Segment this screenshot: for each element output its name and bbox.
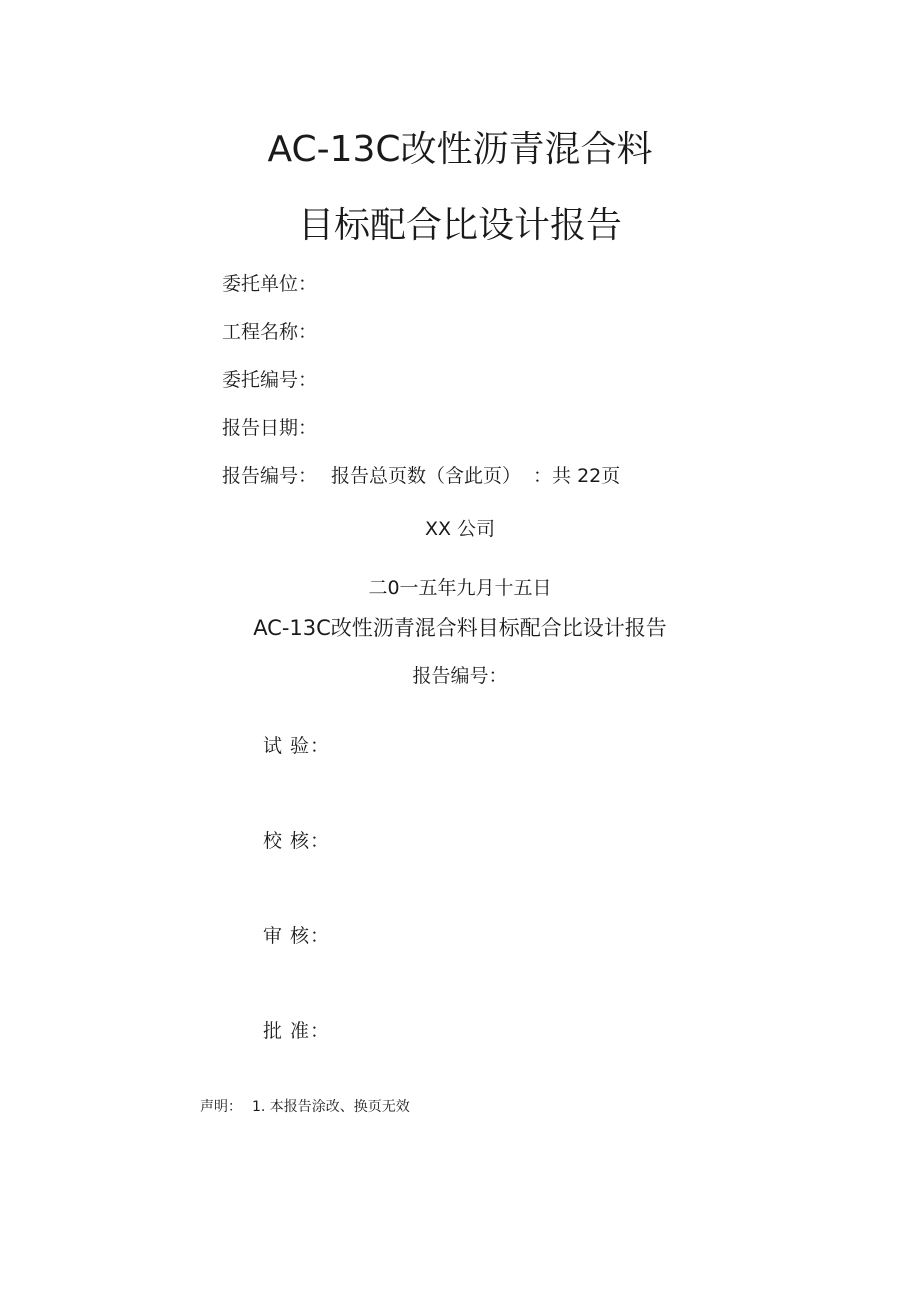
notice-text: 1. 本报告涂改、换页无效 — [252, 1099, 410, 1115]
total-pages-value: ：共 22页 — [533, 465, 621, 487]
report-title-line-2: 目标配合比设计报告 — [297, 205, 622, 246]
report-subtitle: AC-13C改性沥青混合料目标配合比设计报告 — [253, 616, 667, 640]
report-number-row — [222, 463, 620, 489]
report-date-field: 报告日期： — [222, 417, 318, 439]
report-title-line-1: AC-13C改性沥青混合料 — [267, 129, 653, 170]
report-number-field: 报告编号： — [222, 465, 318, 487]
report-issue-date: 二0一五年九月十五日 — [368, 577, 552, 599]
signature-check: 校 核： — [263, 830, 331, 852]
company-name: XX 公司 — [424, 518, 496, 540]
signature-review: 审 核： — [263, 925, 331, 947]
report-number-center: 报告编号： — [412, 665, 508, 687]
notice-label: 声明： — [200, 1099, 242, 1115]
total-pages-label: 报告总页数（含此页） — [331, 465, 522, 487]
signature-test: 试 验： — [263, 735, 331, 757]
notice — [200, 1097, 410, 1117]
client-field: 委托单位： — [222, 273, 318, 295]
commission-number-field: 委托编号： — [222, 369, 318, 391]
signature-approve: 批 准： — [263, 1020, 331, 1042]
project-name-field: 工程名称： — [222, 321, 318, 343]
